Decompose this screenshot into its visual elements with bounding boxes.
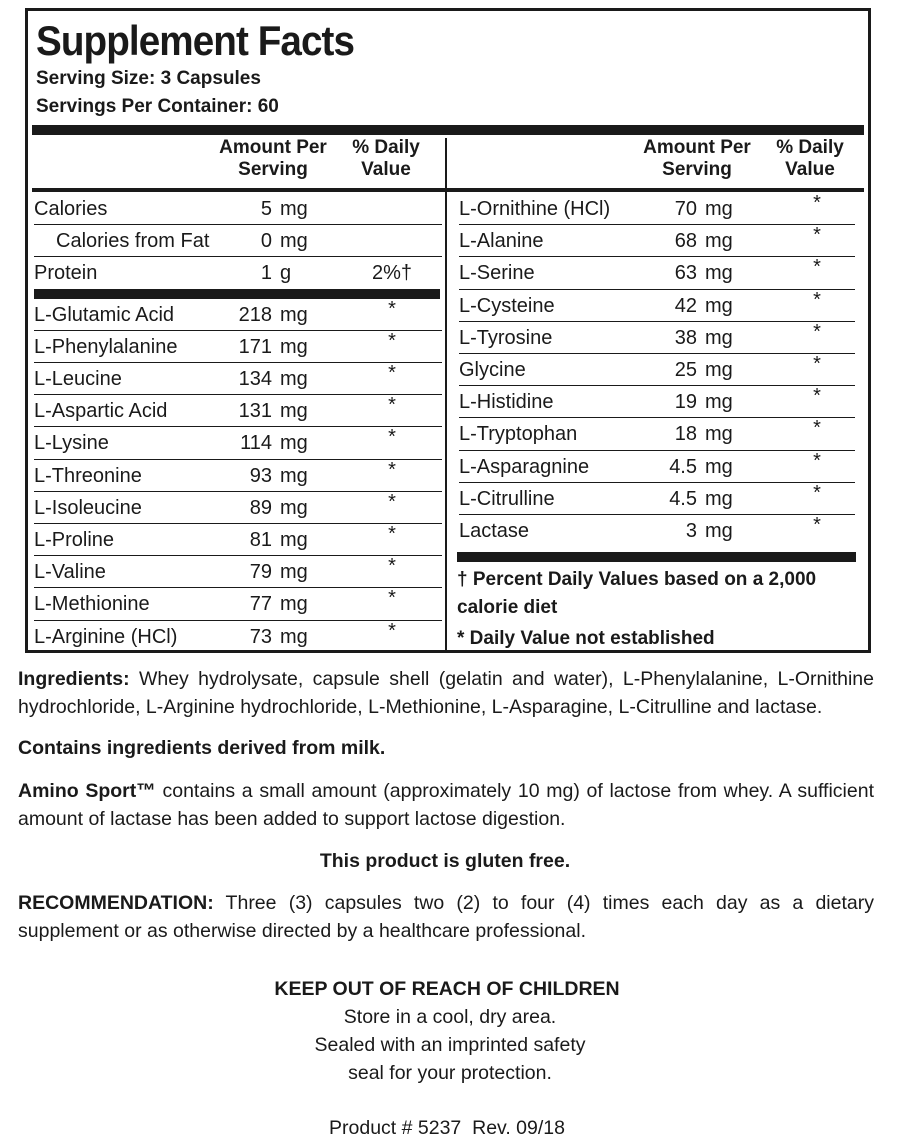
left-header-dv-l1: % Daily — [352, 137, 420, 158]
left-header-amount-l2: Serving — [238, 159, 308, 180]
storage-line-3: seal for your protection. — [348, 1062, 552, 1084]
nutrient-name: L-Leucine — [34, 368, 122, 390]
nutrient-unit: mg — [705, 359, 733, 381]
nutrient-daily-value: 2%† — [371, 262, 413, 285]
footnote-dagger-l2: calorie diet — [457, 597, 558, 618]
nutrient-daily-value: * — [813, 320, 821, 343]
nutrient-amount: 218 — [238, 303, 272, 326]
nutrient-amount: 3 — [685, 520, 697, 542]
left-header-dv — [346, 137, 426, 181]
recommendation-paragraph — [18, 889, 874, 945]
nutrient-amount: 5 — [260, 198, 272, 220]
nutrient-daily-value: * — [813, 449, 821, 472]
allergen-statement: Contains ingredients derived from milk. — [18, 737, 386, 759]
nutrient-unit: mg — [280, 368, 308, 390]
nutrient-daily-value: * — [813, 256, 821, 279]
nutrient-amount: 134 — [238, 368, 272, 390]
nutrient-daily-value: * — [813, 192, 821, 214]
ingredients-paragraph — [18, 665, 874, 721]
nutrient-daily-value: * — [388, 619, 396, 642]
brand-name: Amino Sport™ — [18, 780, 156, 802]
nutrient-amount: 38 — [674, 326, 697, 349]
nutrient-daily-value: * — [388, 362, 396, 384]
right-header-amount-l1: Amount Per — [643, 137, 751, 158]
nutrient-unit: mg — [280, 230, 308, 253]
storage-line-2: Sealed with an imprinted safety — [314, 1034, 586, 1056]
storage-line-1: Store in a cool, dry area. — [343, 1006, 557, 1028]
right-bottom-thick-rule — [457, 552, 856, 562]
nutrient-amount: 73 — [249, 625, 272, 648]
footnote-dagger — [457, 566, 857, 622]
nutrient-amount: 70 — [674, 198, 697, 220]
nutrient-amount: 79 — [249, 561, 272, 584]
nutrient-name: L-Citrulline — [459, 487, 555, 510]
footnote-star: * Daily Value not established — [457, 628, 715, 649]
right-header-amount — [642, 137, 752, 181]
nutrient-unit: mg — [280, 561, 308, 584]
right-header-dv-l1: % Daily — [776, 137, 844, 158]
nutrient-daily-value: * — [813, 288, 821, 311]
nutrient-name: L-Alanine — [459, 230, 544, 253]
nutrient-unit: mg — [705, 487, 733, 510]
nutrient-amount: 1 — [260, 262, 272, 285]
nutrient-name: L-Lysine — [34, 432, 109, 455]
nutrient-amount: 18 — [674, 423, 697, 446]
nutrient-amount: 25 — [674, 359, 697, 381]
nutrient-row — [459, 515, 859, 547]
nutrient-unit: mg — [280, 432, 308, 455]
left-header-amount — [218, 137, 328, 181]
nutrient-amount: 19 — [674, 391, 697, 414]
nutrient-unit: mg — [705, 230, 733, 253]
nutrient-amount: 131 — [238, 400, 272, 423]
ingredients-text: Whey hydrolysate, capsule shell (gelatin and water), L-Phenylalanine, L-Ornithine hydrochloride, L-Arginine hydrochloride, L-Methionine, L-Asparagine, L-Citrulline and lactase. — [18, 668, 874, 718]
nutrient-daily-value: * — [813, 353, 821, 375]
right-header-dv — [770, 137, 850, 181]
nutrient-daily-value: * — [388, 587, 396, 610]
nutrient-name: Protein — [34, 262, 98, 285]
nutrient-name: L-Ornithine (HCl) — [459, 198, 611, 220]
nutrient-row — [34, 193, 440, 225]
nutrient-unit: mg — [705, 262, 733, 285]
servings-per-container: Servings Per Container: 60 — [36, 96, 279, 117]
nutrient-name: Lactase — [459, 520, 530, 542]
nutrient-unit: mg — [280, 464, 308, 487]
nutrient-unit: mg — [280, 198, 308, 220]
nutrient-amount: 171 — [238, 335, 272, 358]
nutrient-unit: mg — [705, 520, 733, 542]
nutrient-name: Calories from Fat — [56, 230, 210, 253]
header-rule — [32, 188, 864, 192]
right-header-amount-l2: Serving — [662, 159, 732, 180]
nutrient-unit: mg — [280, 496, 308, 519]
nutrient-row — [34, 621, 440, 653]
nutrient-name: L-Tryptophan — [459, 423, 578, 446]
column-divider — [445, 138, 447, 650]
nutrient-name: L-Threonine — [34, 464, 142, 487]
nutrient-daily-value: * — [388, 523, 396, 545]
nutrient-name: Glycine — [459, 359, 526, 381]
nutrient-amount: 0 — [260, 230, 272, 253]
nutrient-unit: mg — [705, 423, 733, 446]
recommendation-text: Three (3) capsules two (2) to four (4) times each day as a dietary supplement or as otherwise directed by a healthcare professional. — [18, 892, 874, 942]
nutrient-name: L-Aspartic Acid — [34, 400, 168, 423]
nutrient-amount: 93 — [249, 464, 272, 487]
nutrient-amount: 77 — [249, 593, 272, 616]
nutrient-unit: mg — [280, 400, 308, 423]
nutrient-row — [34, 225, 440, 257]
nutrient-amount: 63 — [674, 262, 697, 285]
lactose-paragraph — [18, 777, 874, 833]
keep-out-warning: KEEP OUT OF REACH OF CHILDREN — [274, 978, 620, 1000]
nutrient-name: L-Valine — [34, 561, 106, 584]
nutrient-daily-value: * — [388, 490, 396, 513]
nutrient-unit: mg — [280, 303, 308, 326]
nutrient-unit: mg — [705, 391, 733, 414]
nutrient-amount: 89 — [249, 496, 272, 519]
nutrient-amount: 42 — [674, 294, 697, 317]
nutrient-unit: mg — [280, 593, 308, 616]
nutrient-amount: 4.5 — [669, 487, 697, 510]
nutrient-daily-value: * — [388, 458, 396, 481]
ingredients-label: Ingredients: — [18, 668, 130, 690]
top-thick-rule — [32, 125, 864, 135]
nutrient-daily-value: * — [813, 224, 821, 247]
nutrient-unit: mg — [280, 529, 308, 551]
nutrient-name: L-Glutamic Acid — [34, 303, 175, 326]
nutrient-amount: 81 — [249, 529, 272, 551]
nutrient-amount: 4.5 — [669, 455, 697, 478]
nutrient-amount: 114 — [240, 432, 272, 455]
nutrient-daily-value: * — [813, 417, 821, 440]
lactose-text: contains a small amount (approximately 10 mg) of lactose from whey. A sufficient amount of lactase has been added to support lactose digestion. — [18, 780, 874, 830]
nutrient-amount: 68 — [674, 230, 697, 253]
product-number: Product # 5237 Rev. 09/18 — [329, 1117, 565, 1139]
nutrient-name: L-Phenylalanine — [34, 335, 178, 358]
panel-title: Supplement Facts — [36, 17, 355, 64]
nutrient-name: L-Arginine (HCl) — [34, 625, 178, 648]
nutrient-unit: mg — [280, 335, 308, 358]
right-header-dv-l2: Value — [785, 159, 835, 180]
recommendation-label: RECOMMENDATION: — [18, 892, 214, 914]
nutrient-unit: mg — [705, 198, 733, 220]
nutrient-unit: mg — [705, 455, 733, 478]
nutrient-name: L-Proline — [34, 529, 115, 551]
gluten-statement: This product is gluten free. — [319, 850, 571, 872]
nutrient-name: L-Cysteine — [459, 294, 555, 317]
nutrient-daily-value: * — [388, 329, 396, 352]
left-header-amount-l1: Amount Per — [219, 137, 327, 158]
nutrient-unit: mg — [280, 625, 308, 648]
nutrient-name: L-Isoleucine — [34, 496, 142, 519]
nutrient-name: L-Methionine — [34, 593, 150, 616]
nutrient-name: L-Tyrosine — [459, 326, 553, 349]
serving-size: Serving Size: 3 Capsules — [36, 68, 261, 89]
nutrient-name: L-Serine — [459, 262, 535, 285]
nutrient-unit: mg — [705, 326, 733, 349]
nutrient-daily-value: * — [388, 555, 396, 578]
nutrient-row — [34, 257, 440, 289]
nutrient-unit: g — [280, 262, 292, 285]
nutrient-name: L-Asparagnine — [459, 455, 590, 478]
supplement-facts-panel — [25, 8, 871, 653]
nutrient-daily-value: * — [388, 394, 396, 417]
left-header-dv-l2: Value — [361, 159, 411, 180]
nutrient-unit: mg — [705, 294, 733, 317]
footnote-dagger-l1: † Percent Daily Values based on a 2,000 — [457, 569, 817, 590]
nutrient-name: Calories — [34, 198, 108, 220]
nutrient-daily-value: * — [388, 426, 396, 449]
nutrient-daily-value: * — [813, 514, 821, 536]
nutrient-daily-value: * — [388, 297, 396, 320]
nutrient-name: L-Histidine — [459, 391, 554, 414]
nutrient-daily-value: * — [813, 385, 821, 408]
nutrient-daily-value: * — [813, 481, 821, 504]
